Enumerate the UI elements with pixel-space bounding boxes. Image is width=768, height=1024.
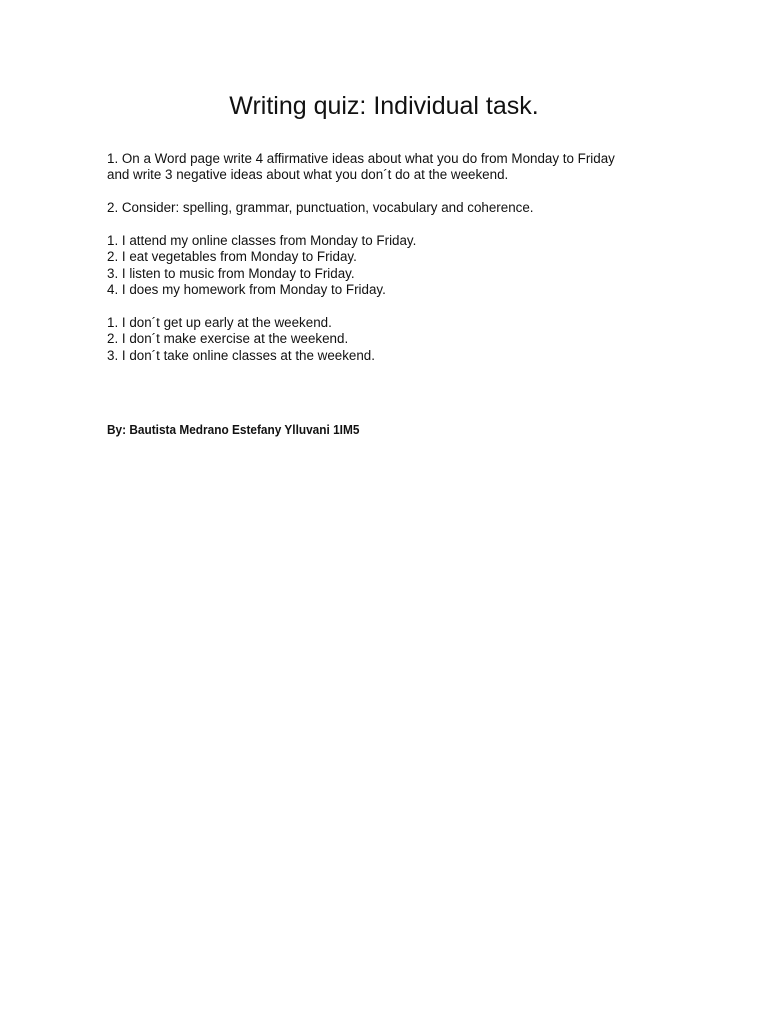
list-item: 1. I attend my online classes from Monday to Friday. bbox=[107, 233, 417, 248]
instruction-1-line-2: and write 3 negative ideas about what you don´t do at the weekend. bbox=[107, 167, 509, 183]
affirmative-ideas-list bbox=[107, 233, 667, 298]
list-item: 2. I eat vegetables from Monday to Friday. bbox=[107, 249, 357, 265]
list-item: 3. I don´t take online classes at the weekend. bbox=[107, 347, 375, 363]
instruction-1 bbox=[107, 151, 667, 184]
list-item: 3. I listen to music from Monday to Friday. bbox=[107, 265, 355, 281]
instruction-2 bbox=[107, 200, 667, 216]
instruction-1-line-1: 1. On a Word page write 4 affirmative ideas about what you do from Monday to Friday bbox=[107, 151, 615, 166]
author-byline: By: Bautista Medrano Estefany Ylluvani 1IM5 bbox=[107, 423, 360, 437]
instruction-2-line-1: 2. Consider: spelling, grammar, punctuation, vocabulary and coherence. bbox=[107, 200, 534, 215]
list-item: 1. I don´t get up early at the weekend. bbox=[107, 315, 332, 330]
list-item: 2. I don´t make exercise at the weekend. bbox=[107, 331, 349, 347]
page-title: Writing quiz: Individual task. bbox=[229, 92, 539, 120]
negative-ideas-list bbox=[107, 315, 667, 364]
list-item: 4. I does my homework from Monday to Friday. bbox=[107, 281, 386, 297]
